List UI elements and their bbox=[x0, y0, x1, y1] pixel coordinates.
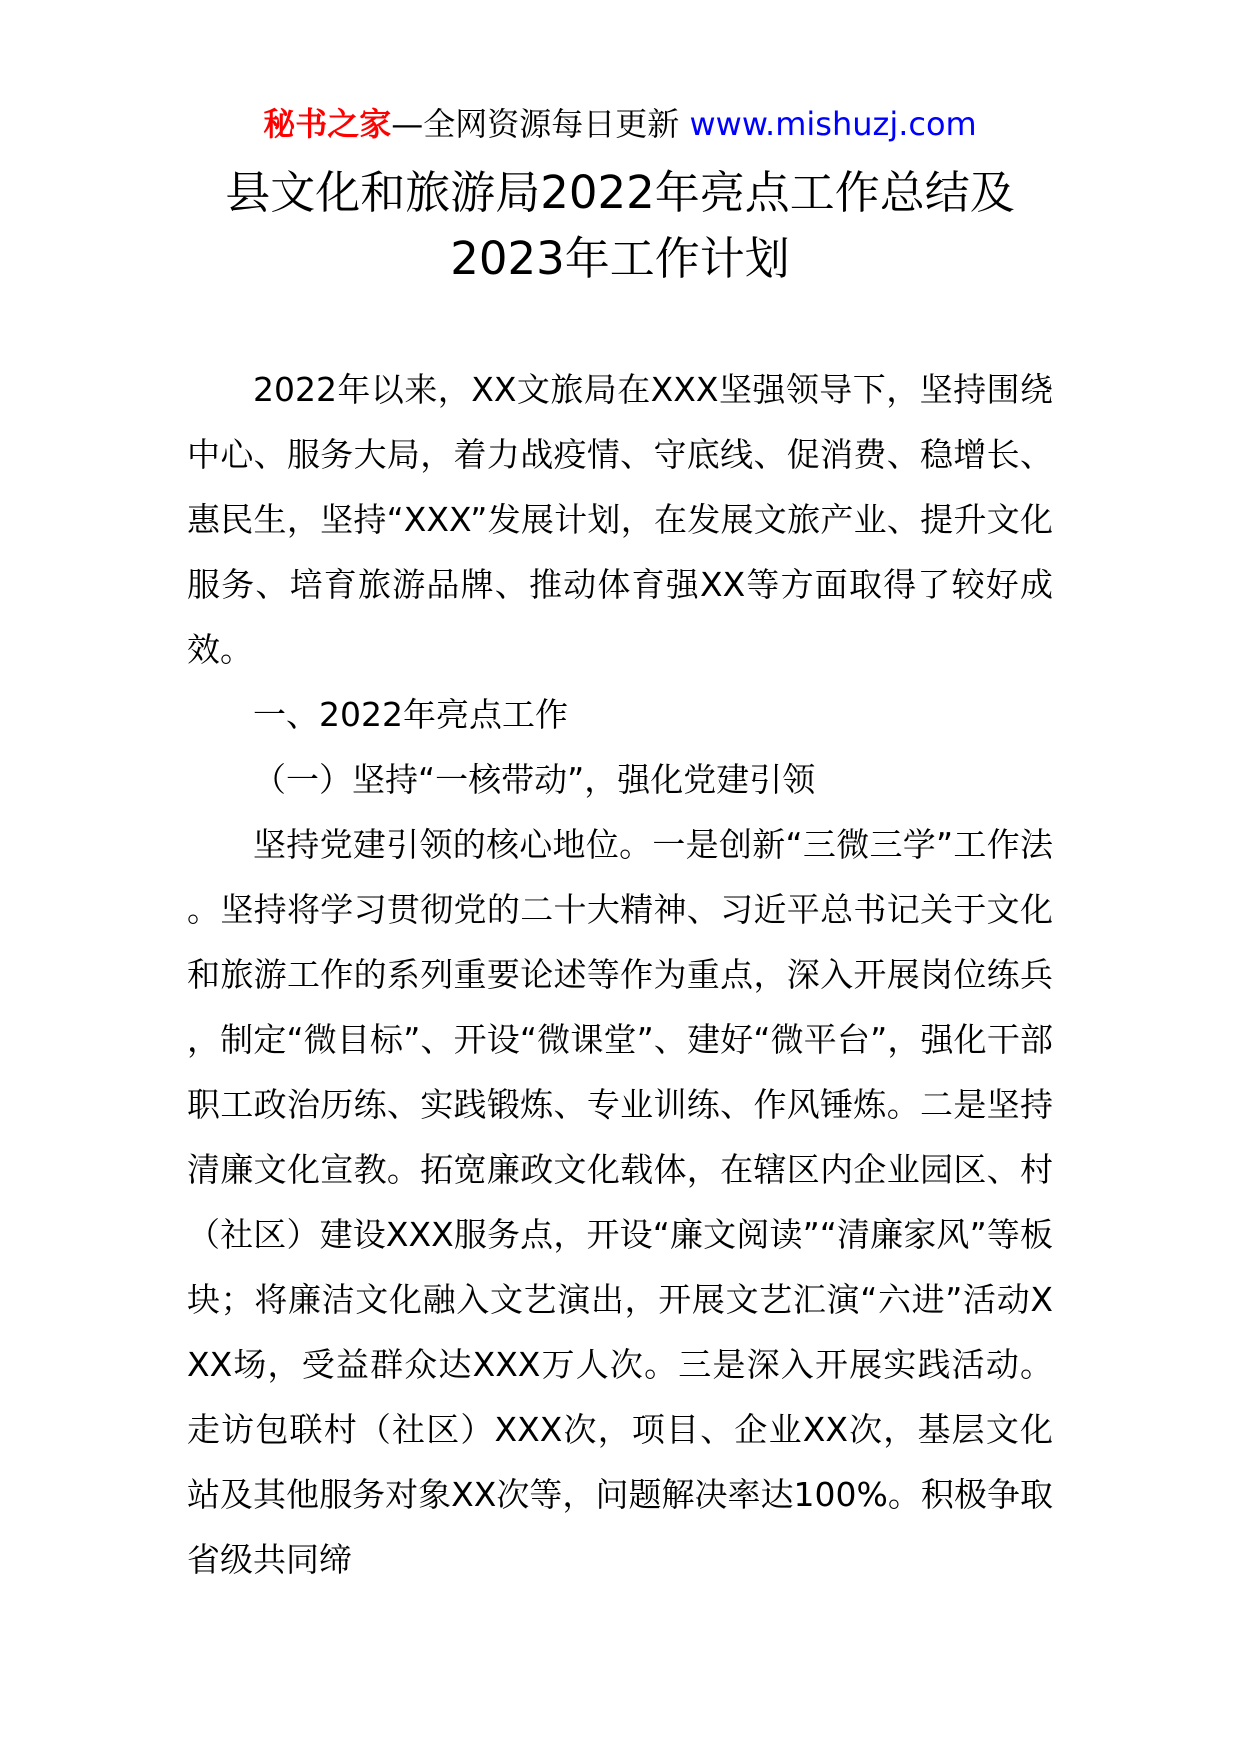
site-banner bbox=[0, 102, 1240, 146]
title-line-2: 2023年工作计划 bbox=[450, 232, 790, 285]
document-body bbox=[187, 357, 1053, 1592]
body-paragraph: 坚持党建引领的核心地位。一是创新“三微三学”工作法。坚持将学习贯彻党的二十大精神、习近平总书记关于文化和旅游工作的系列重要论述等作为重点，深入开展岗位练兵，制定“微目标”、开设“微课堂”、建好“微平台”，强化干部职工政治历练、实践锻炼、专业训练、作风锤炼。二是坚持清廉文化宣教。拓宽廉政文化载体，在辖区内企业园区、村（社区）建设XXX服务点，开设“廉文阅读”“清廉家风”等板块；将廉洁文化融入文艺演出，开展文艺汇演“六进”活动XXX场，受益群众达XXX万人次。三是深入开展实践活动。走访包联村（社区）XXX次，项目、企业XX次，基层文化站及其他服务对象XX次等，问题解决率达100%。积极争取省级共同缔 bbox=[187, 825, 1053, 1579]
subsection-heading: （一）坚持“一核带动”，强化党建引领 bbox=[253, 760, 816, 799]
banner-tagline: —全网资源每日更新 bbox=[391, 105, 680, 143]
document-title bbox=[0, 160, 1240, 292]
intro-paragraph: 2022年以来，XX文旅局在XXX坚强领导下，坚持围绕中心、服务大局，着力战疫情、守底线、促消费、稳增长、惠民生，坚持“XXX”发展计划，在发展文旅产业、提升文化服务、培育旅游品牌、推动体育强XX等方面取得了较好成效。 bbox=[187, 370, 1053, 669]
banner-url-link[interactable]: www.mishuzj.com bbox=[689, 105, 977, 143]
section-heading: 一、2022年亮点工作 bbox=[253, 695, 568, 734]
banner-brand: 秘书之家 bbox=[263, 105, 392, 143]
title-line-1: 县文化和旅游局2022年亮点工作总结及 bbox=[225, 166, 1015, 219]
